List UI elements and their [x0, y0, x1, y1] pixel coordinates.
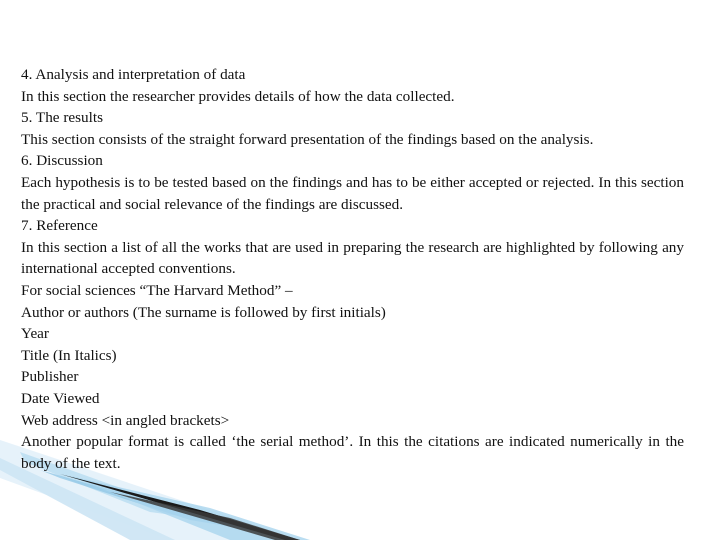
harvard-item-web-address: Web address <in angled brackets>: [21, 411, 230, 429]
harvard-item-title: Title (In Italics): [21, 346, 117, 364]
section-heading-analysis: 4. Analysis and interpretation of data: [21, 66, 246, 83]
section-heading-results: 5. The results: [21, 109, 103, 127]
harvard-method-heading: For social sciences “The Harvard Method” –: [21, 281, 293, 299]
harvard-item-date-viewed: Date Viewed: [21, 389, 100, 407]
harvard-item-publisher: Publisher: [21, 368, 79, 386]
harvard-item-author: Author or authors (The surname is followed by first initials): [21, 303, 386, 321]
slide-body: [21, 64, 684, 474]
paragraph-results: This section consists of the straight forward presentation of the findings based on the analysis.: [21, 130, 594, 148]
paragraph-analysis: In this section the researcher provides details of how the data collected.: [21, 87, 455, 105]
harvard-item-year: Year: [21, 325, 49, 343]
paragraph-discussion: Each hypothesis is to be tested based on the findings and has to be either accepted or rejected. In this section the practical and social relevance of the findings are discussed.: [21, 173, 684, 213]
paragraph-serial-method: Another popular format is called ‘the serial method’. In this the citations are indicated numerically in the body of the text.: [21, 433, 684, 472]
section-heading-discussion: 6. Discussion: [21, 152, 103, 170]
paragraph-reference: In this section a list of all the works that are used in preparing the research are highlighted by following any international accepted conventions.: [21, 238, 684, 278]
section-heading-reference: 7. Reference: [21, 217, 98, 235]
